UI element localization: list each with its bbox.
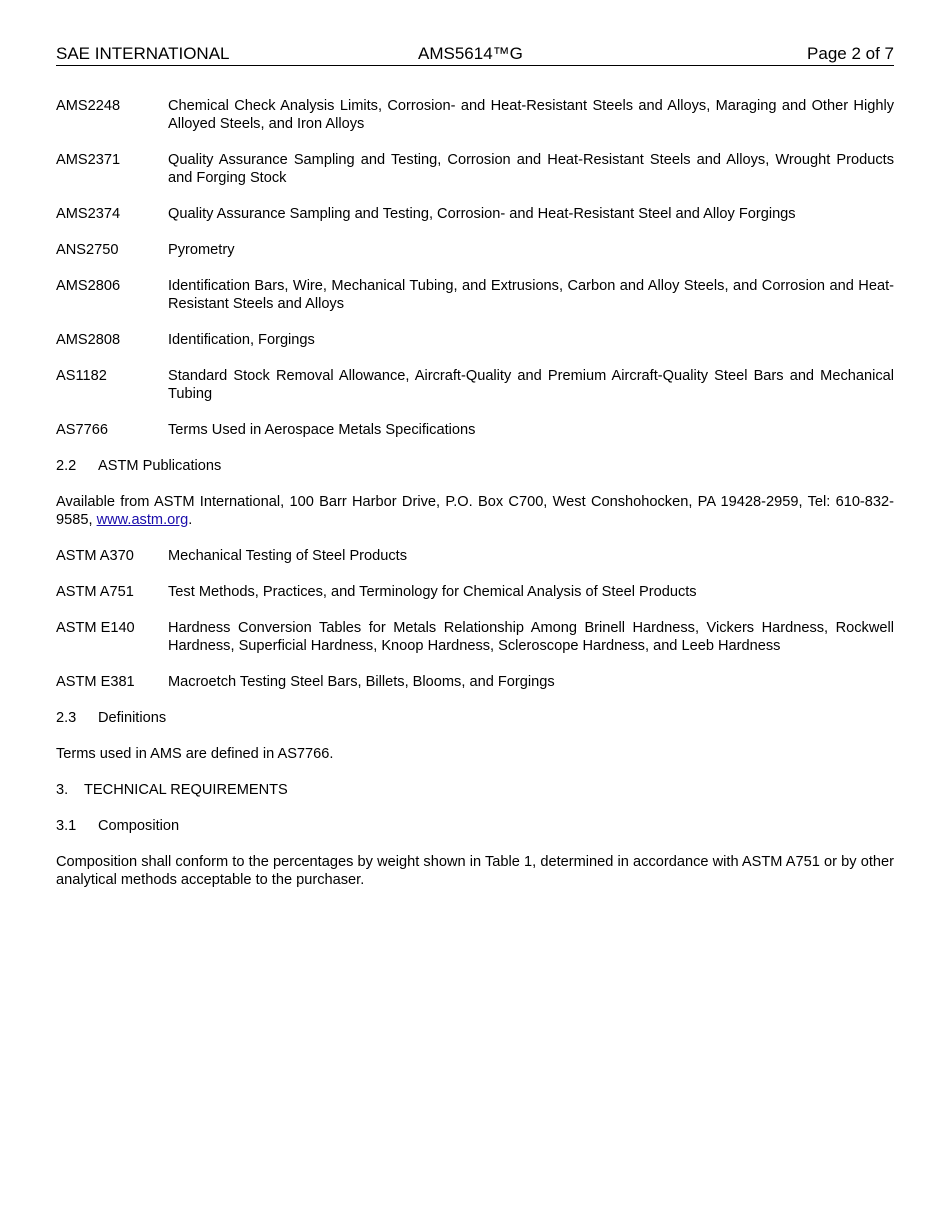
reference-title: Hardness Conversion Tables for Metals Relationship Among Brinell Hardness, Vickers Hardness, Rockwell Hardness, Superficial Hardness, Knoop Hardness, Scleroscope Hardness, and Leeb Hardness <box>168 620 894 654</box>
reference-title: Identification Bars, Wire, Mechanical Tubing, and Extrusions, Carbon and Alloy Steels, and Corrosion and Heat-Resistant Steels and Alloys <box>168 278 894 312</box>
reference-code: AS7766 <box>56 422 108 438</box>
section-number: 2.2 <box>56 458 77 474</box>
reference-code: ASTM E140 <box>56 620 135 636</box>
reference-row <box>56 421 894 439</box>
reference-row <box>56 583 894 601</box>
reference-code: AMS2808 <box>56 332 121 348</box>
reference-title: Quality Assurance Sampling and Testing, Corrosion and Heat-Resistant Steels and Alloys, Wrought Products and Forging Stock <box>168 152 894 186</box>
reference-row <box>56 205 894 223</box>
reference-title: Macroetch Testing Steel Bars, Billets, Blooms, and Forgings <box>168 674 555 690</box>
header-document-number: AMS5614™G <box>418 44 523 63</box>
section-number: 3. <box>56 782 69 798</box>
reference-row <box>56 277 894 313</box>
section-title: TECHNICAL REQUIREMENTS <box>84 782 288 798</box>
section-heading-composition <box>56 817 894 835</box>
section-heading-definitions <box>56 709 894 727</box>
astm-availability-text: Available from ASTM International, 100 Barr Harbor Drive, P.O. Box C700, West Conshohocken, PA 19428-2959, Tel: 610-832-9585, <box>56 494 894 528</box>
reference-row <box>56 547 894 565</box>
page-header <box>56 44 894 66</box>
definitions-paragraph: Terms used in AMS are defined in AS7766. <box>56 746 334 762</box>
reference-title: Quality Assurance Sampling and Testing, Corrosion- and Heat-Resistant Steel and Alloy Forgings <box>168 206 796 222</box>
reference-code: AS1182 <box>56 368 107 384</box>
reference-code: ASTM E381 <box>56 674 135 690</box>
section-number: 3.1 <box>56 818 77 834</box>
reference-code: ANS2750 <box>56 242 119 258</box>
reference-code: AMS2374 <box>56 206 121 222</box>
reference-title: Chemical Check Analysis Limits, Corrosion- and Heat-Resistant Steels and Alloys, Maraging and Other Highly Alloyed Steels, and Iron Alloys <box>168 98 894 132</box>
astm-availability-end: . <box>188 512 193 528</box>
reference-code: AMS2806 <box>56 278 121 294</box>
reference-row <box>56 97 894 133</box>
reference-row <box>56 241 894 259</box>
section-title: Definitions <box>98 710 167 726</box>
reference-title: Test Methods, Practices, and Terminology for Chemical Analysis of Steel Products <box>168 584 697 600</box>
astm-website-link[interactable]: www.astm.org <box>96 512 189 528</box>
reference-title: Pyrometry <box>168 242 235 258</box>
reference-row <box>56 367 894 403</box>
reference-code: AMS2371 <box>56 152 121 168</box>
reference-title: Standard Stock Removal Allowance, Aircraft-Quality and Premium Aircraft-Quality Steel Bars and Mechanical Tubing <box>168 368 894 402</box>
reference-row <box>56 151 894 187</box>
reference-title: Terms Used in Aerospace Metals Specifications <box>168 422 476 438</box>
reference-title: Mechanical Testing of Steel Products <box>168 548 408 564</box>
section-heading-astm-publications <box>56 457 894 475</box>
header-page-number: Page 2 of 7 <box>807 44 894 63</box>
section-heading-technical-requirements <box>56 781 894 799</box>
reference-row <box>56 619 894 655</box>
reference-code: ASTM A370 <box>56 548 134 564</box>
section-title: ASTM Publications <box>98 458 222 474</box>
section-number: 2.3 <box>56 710 77 726</box>
composition-paragraph: Composition shall conform to the percentages by weight shown in Table 1, determined in accordance with ASTM A751 or by other analytical methods acceptable to the purchaser. <box>56 854 894 888</box>
section-title: Composition <box>98 818 180 834</box>
header-organization: SAE INTERNATIONAL <box>56 44 230 63</box>
astm-availability-paragraph <box>56 493 894 529</box>
reference-title: Identification, Forgings <box>168 332 315 348</box>
document-body <box>56 97 894 907</box>
reference-row <box>56 673 894 691</box>
reference-code: ASTM A751 <box>56 584 134 600</box>
reference-row <box>56 331 894 349</box>
reference-code: AMS2248 <box>56 98 121 114</box>
